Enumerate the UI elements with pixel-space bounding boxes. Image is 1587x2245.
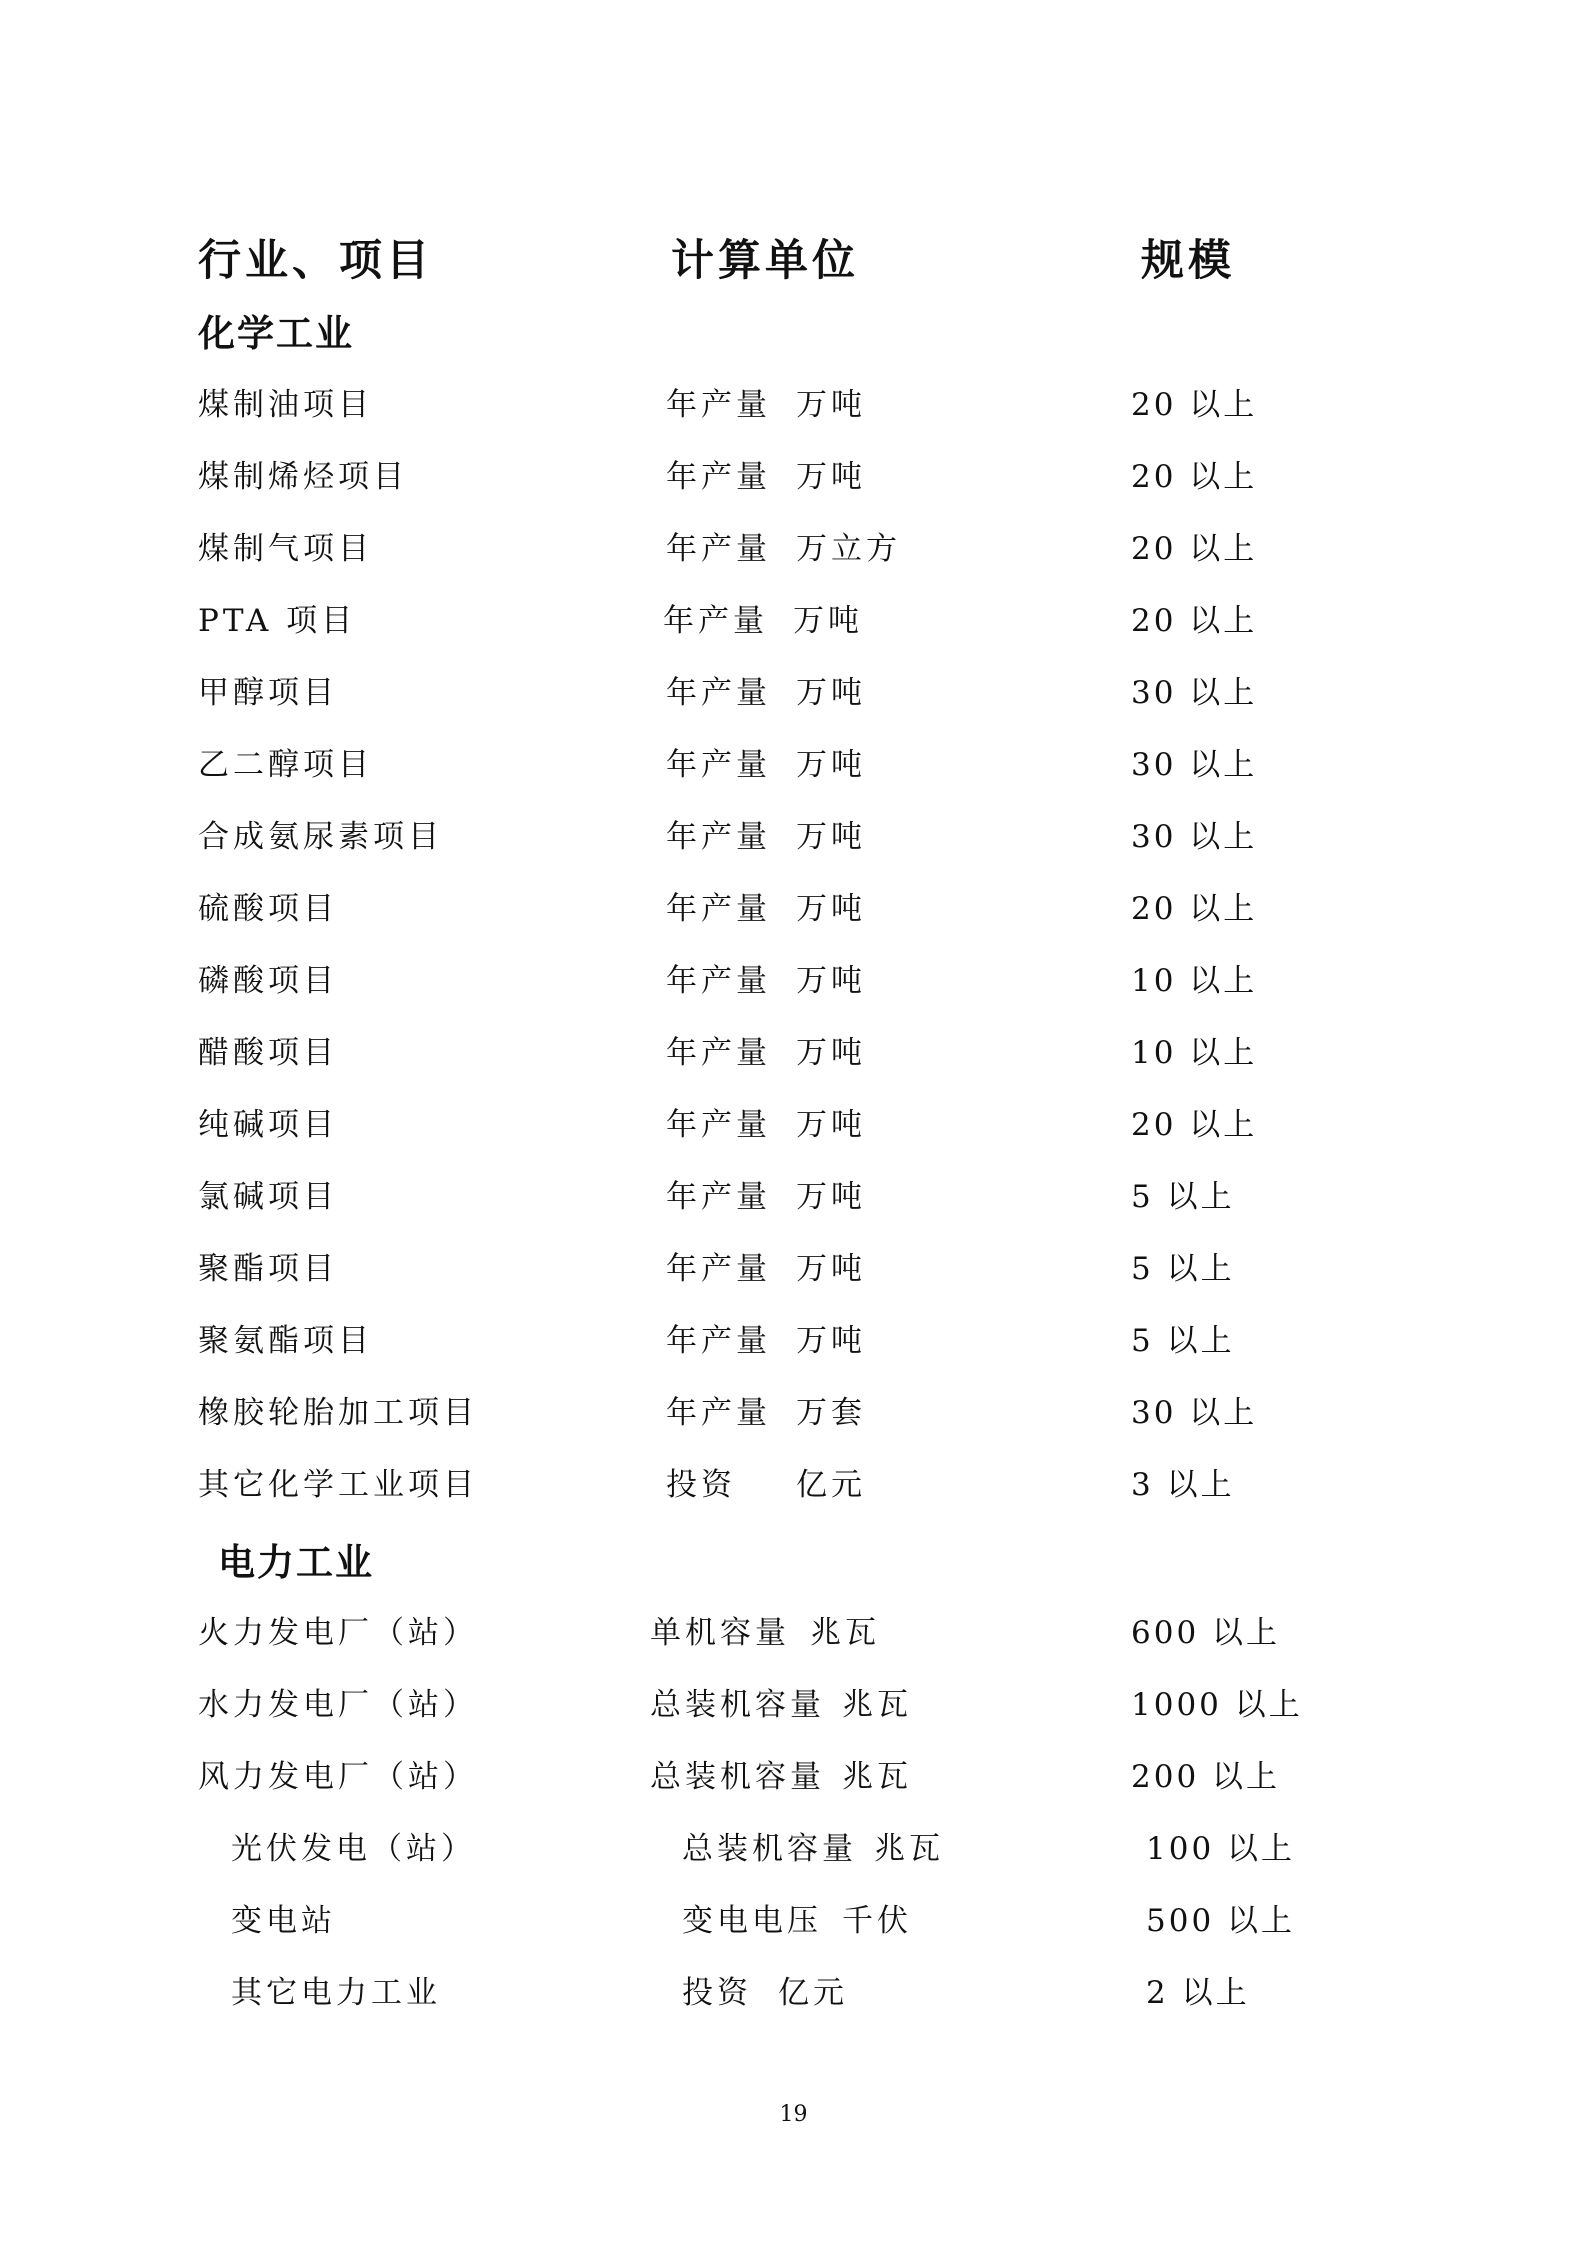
row-scale: 200 以上 xyxy=(1131,1759,1281,1795)
row-unit: 万立方 xyxy=(796,531,901,567)
row-unit: 万吨 xyxy=(796,819,866,855)
column-header-unit: 计算单位 xyxy=(671,236,859,286)
row-item: 煤制烯烃项目 xyxy=(198,459,408,495)
row-unit: 万套 xyxy=(796,1395,866,1431)
row-unit: 万吨 xyxy=(793,603,863,639)
row-item: 煤制气项目 xyxy=(198,531,373,567)
row-unit: 万吨 xyxy=(796,891,866,927)
row-item: 合成氨尿素项目 xyxy=(198,819,443,855)
table-row xyxy=(0,1100,1587,1150)
row-measure: 年产量 xyxy=(666,459,771,495)
table-row xyxy=(0,1028,1587,1078)
row-measure: 年产量 xyxy=(666,675,771,711)
row-unit: 兆瓦 xyxy=(842,1687,912,1723)
row-unit: 万吨 xyxy=(796,675,866,711)
row-measure: 年产量 xyxy=(666,819,771,855)
row-item: 甲醇项目 xyxy=(198,675,338,711)
row-scale: 10 以上 xyxy=(1131,1035,1258,1071)
row-item: 磷酸项目 xyxy=(198,963,338,999)
row-unit: 万吨 xyxy=(796,1323,866,1359)
row-measure: 总装机容量 xyxy=(650,1687,825,1723)
row-measure: 年产量 xyxy=(666,1251,771,1287)
table-row xyxy=(0,1680,1587,1730)
row-scale: 20 以上 xyxy=(1131,891,1258,927)
row-measure: 总装机容量 xyxy=(650,1759,825,1795)
row-measure: 投资 xyxy=(682,1975,752,2011)
column-header-scale: 规模 xyxy=(1141,236,1235,286)
row-measure: 年产量 xyxy=(666,1107,771,1143)
row-unit: 万吨 xyxy=(796,963,866,999)
table-row xyxy=(0,1968,1587,2018)
table-row xyxy=(0,1824,1587,1874)
row-scale: 5 以上 xyxy=(1131,1251,1235,1287)
row-item: 风力发电厂（站） xyxy=(198,1759,478,1795)
table-row xyxy=(0,1896,1587,1946)
row-measure: 年产量 xyxy=(666,387,771,423)
row-unit: 万吨 xyxy=(796,387,866,423)
row-scale: 20 以上 xyxy=(1131,603,1258,639)
row-measure: 年产量 xyxy=(666,891,771,927)
row-measure: 年产量 xyxy=(666,963,771,999)
row-item: 纯碱项目 xyxy=(198,1107,338,1143)
table-row xyxy=(0,380,1587,430)
table-row xyxy=(0,956,1587,1006)
section-title-power: 电力工业 xyxy=(218,1540,374,1584)
row-item: 硫酸项目 xyxy=(198,891,338,927)
row-item: 煤制油项目 xyxy=(198,387,373,423)
row-unit: 万吨 xyxy=(796,1251,866,1287)
row-unit: 兆瓦 xyxy=(842,1759,912,1795)
row-measure: 单机容量 xyxy=(650,1615,790,1651)
table-row xyxy=(0,1244,1587,1294)
row-unit: 万吨 xyxy=(796,459,866,495)
row-measure: 变电电压 xyxy=(682,1903,822,1939)
table-row xyxy=(0,740,1587,790)
row-scale: 500 以上 xyxy=(1146,1903,1296,1939)
table-row xyxy=(0,452,1587,502)
row-measure: 投资 xyxy=(666,1467,736,1503)
row-item: 变电站 xyxy=(231,1903,336,1939)
row-item: 水力发电厂（站） xyxy=(198,1687,478,1723)
table-row xyxy=(0,524,1587,574)
row-item: 乙二醇项目 xyxy=(198,747,373,783)
row-item: 火力发电厂（站） xyxy=(198,1615,478,1651)
row-measure: 年产量 xyxy=(663,603,768,639)
column-header-industry: 行业、项目 xyxy=(198,236,433,286)
row-item: 聚酯项目 xyxy=(198,1251,338,1287)
row-unit: 兆瓦 xyxy=(810,1615,880,1651)
row-scale: 20 以上 xyxy=(1131,459,1258,495)
table-row xyxy=(0,812,1587,862)
row-measure: 年产量 xyxy=(666,1323,771,1359)
section-title-chemical: 化学工业 xyxy=(198,311,354,355)
row-item: 氯碱项目 xyxy=(198,1179,338,1215)
table-row xyxy=(0,1608,1587,1658)
row-scale: 2 以上 xyxy=(1146,1975,1250,2011)
row-unit: 亿元 xyxy=(778,1975,848,2011)
row-unit: 万吨 xyxy=(796,1107,866,1143)
row-measure: 总装机容量 xyxy=(682,1831,857,1867)
table-row xyxy=(0,1388,1587,1438)
row-item: PTA 项目 xyxy=(198,603,357,639)
table-row xyxy=(0,1460,1587,1510)
row-scale: 30 以上 xyxy=(1131,747,1258,783)
row-scale: 1000 以上 xyxy=(1131,1687,1303,1723)
table-row xyxy=(0,1316,1587,1366)
table-row xyxy=(0,1752,1587,1802)
row-item: 橡胶轮胎加工项目 xyxy=(198,1395,478,1431)
row-unit: 千伏 xyxy=(842,1903,912,1939)
row-measure: 年产量 xyxy=(666,1035,771,1071)
row-scale: 100 以上 xyxy=(1146,1831,1296,1867)
row-unit: 兆瓦 xyxy=(874,1831,944,1867)
row-item: 光伏发电（站） xyxy=(231,1831,476,1867)
row-scale: 30 以上 xyxy=(1131,675,1258,711)
row-unit: 万吨 xyxy=(796,1179,866,1215)
row-scale: 3 以上 xyxy=(1131,1467,1235,1503)
row-scale: 30 以上 xyxy=(1131,1395,1258,1431)
row-item: 聚氨酯项目 xyxy=(198,1323,373,1359)
table-row xyxy=(0,1172,1587,1222)
row-scale: 30 以上 xyxy=(1131,819,1258,855)
row-measure: 年产量 xyxy=(666,1179,771,1215)
row-item: 其它化学工业项目 xyxy=(198,1467,478,1503)
row-scale: 20 以上 xyxy=(1131,531,1258,567)
page-number: 19 xyxy=(779,2102,808,2127)
row-measure: 年产量 xyxy=(666,1395,771,1431)
row-scale: 20 以上 xyxy=(1131,1107,1258,1143)
table-row xyxy=(0,668,1587,718)
row-item: 其它电力工业 xyxy=(231,1975,441,2011)
row-scale: 600 以上 xyxy=(1131,1615,1281,1651)
row-item: 醋酸项目 xyxy=(198,1035,338,1071)
row-scale: 5 以上 xyxy=(1131,1323,1235,1359)
table-row xyxy=(0,596,1587,646)
row-measure: 年产量 xyxy=(666,531,771,567)
row-scale: 10 以上 xyxy=(1131,963,1258,999)
row-unit: 万吨 xyxy=(796,1035,866,1071)
row-scale: 5 以上 xyxy=(1131,1179,1235,1215)
row-scale: 20 以上 xyxy=(1131,387,1258,423)
row-unit: 亿元 xyxy=(796,1467,866,1503)
row-measure: 年产量 xyxy=(666,747,771,783)
table-row xyxy=(0,884,1587,934)
row-unit: 万吨 xyxy=(796,747,866,783)
